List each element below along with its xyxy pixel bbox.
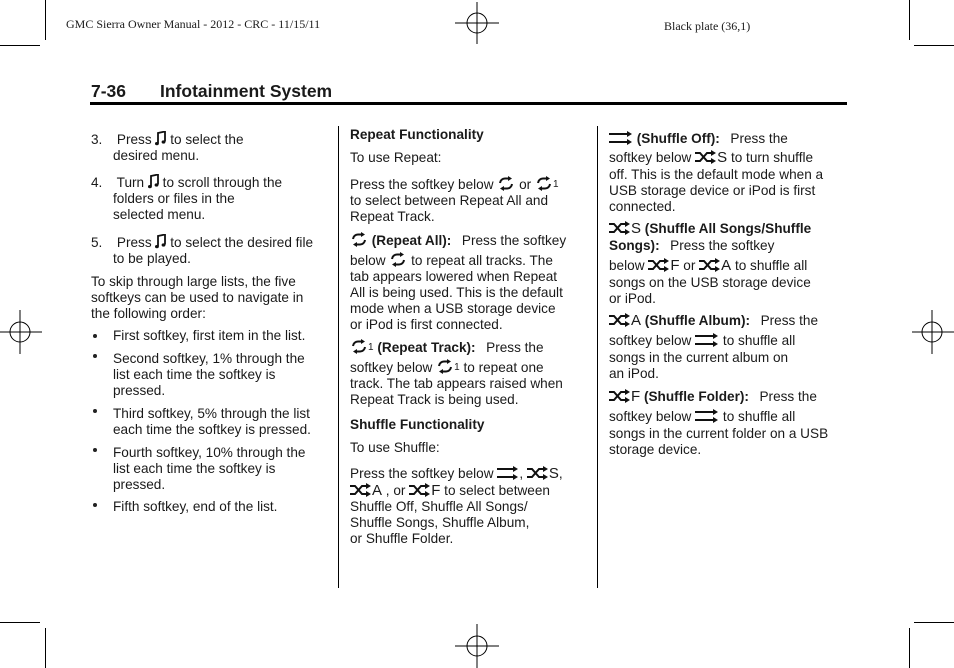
paragraph-text: USB storage device or iPod is first xyxy=(609,183,816,198)
shuffle-album-softkey-icon xyxy=(695,333,719,347)
repeat-heading: Repeat Functionality xyxy=(350,127,484,142)
repeat-track-icon xyxy=(350,339,368,354)
paragraph-text: All is being used. This is the default xyxy=(350,285,563,300)
step-5: 5. Press to select the desired file xyxy=(91,235,314,250)
shuffle-icon xyxy=(648,258,670,272)
registration-mark-bottom xyxy=(455,624,499,668)
bullet-text: Third softkey, 5% through the list xyxy=(113,406,310,421)
crop-mark xyxy=(909,628,910,668)
bullet-text: First softkey, first item in the list. xyxy=(113,328,306,343)
crop-mark xyxy=(0,622,40,623)
step-4: 4. Turn to scroll through the xyxy=(91,175,283,190)
shuffle-album-text: softkey below to shuffle all xyxy=(609,333,796,348)
paragraph-text: softkeys can be used to navigate in xyxy=(91,290,304,305)
paragraph-text: or iPod. xyxy=(609,291,656,306)
paragraph-text: To use Shuffle: xyxy=(350,440,440,455)
paragraph-text: Repeat Track. xyxy=(350,209,435,224)
step-4-text: folders or files in the xyxy=(113,191,235,206)
paragraph-text: To skip through large lists, the five xyxy=(91,274,296,289)
shuffle-folder-softkey-icon xyxy=(695,409,719,423)
title-rule xyxy=(90,102,847,105)
shuffle-album-definition: A (Shuffle Album): Press the xyxy=(609,313,818,329)
crop-mark xyxy=(0,45,40,46)
shuffle-icon xyxy=(350,483,372,497)
shuffle-folder-definition: F (Shuffle Folder): Press the xyxy=(609,389,817,405)
bullet-text: pressed. xyxy=(113,383,166,398)
paragraph-text: or Shuffle Folder. xyxy=(350,531,454,546)
paragraph-text: storage device. xyxy=(609,442,702,457)
bullet-dot xyxy=(93,503,97,507)
paragraph-text: or iPod is first connected. xyxy=(350,317,503,332)
shuffle-all-text: below F or A to shuffle all xyxy=(609,257,808,274)
bullet-text: list each time the softkey is xyxy=(113,367,276,382)
bullet-text: list each time the softkey is xyxy=(113,461,276,476)
repeat-all-icon xyxy=(350,232,368,247)
bullet-dot xyxy=(93,448,97,452)
shuffle-icon xyxy=(609,389,631,403)
paragraph-text: Shuffle Off, Shuffle All Songs/ xyxy=(350,499,528,514)
shuffle-icon xyxy=(699,258,721,272)
crop-mark xyxy=(909,0,910,40)
shuffle-off-definition: (Shuffle Off): Press the xyxy=(609,131,788,147)
shuffle-off-icon xyxy=(497,466,519,480)
paragraph-text: to select between Repeat All and xyxy=(350,193,548,208)
shuffle-all-definition: S (Shuffle All Songs/Shuffle xyxy=(609,221,811,237)
repeat-track-icon xyxy=(535,176,553,191)
bullet-dot xyxy=(93,354,97,358)
crop-mark xyxy=(45,0,46,40)
bullet-dot xyxy=(93,334,97,338)
crop-mark xyxy=(914,45,954,46)
paragraph-text: mode when a USB storage device xyxy=(350,301,556,316)
step-5-text: to be played. xyxy=(113,251,191,266)
paragraph-text: songs on the USB storage device xyxy=(609,275,811,290)
music-note-icon xyxy=(155,234,166,249)
repeat-all-text: below to repeat all tracks. The xyxy=(350,253,553,268)
bullet-text: each time the softkey is pressed. xyxy=(113,422,311,437)
registration-mark-top xyxy=(455,2,499,44)
repeat-track-definition: $^1$ (Repeat Track): Press the xyxy=(350,339,544,356)
bullet-dot xyxy=(93,409,97,413)
column-divider xyxy=(338,126,339,588)
shuffle-folder-text: softkey below to shuffle all xyxy=(609,409,796,424)
bullet-text: Fourth softkey, 10% through the xyxy=(113,445,306,460)
repeat-all-definition: (Repeat All): Press the softkey xyxy=(350,232,566,249)
shuffle-instruction: Press the softkey below , S, xyxy=(350,465,563,482)
section-title: Infotainment System xyxy=(160,81,333,101)
paragraph-text: Shuffle Songs, Shuffle Album, xyxy=(350,515,530,530)
crop-mark xyxy=(914,622,954,623)
repeat-all-icon xyxy=(497,176,515,191)
shuffle-off-text: softkey below S to turn shuffle xyxy=(609,149,814,166)
shuffle-icon xyxy=(409,483,431,497)
paragraph-text: track. The tab appears raised when xyxy=(350,376,563,391)
paragraph-text: connected. xyxy=(609,199,676,214)
paragraph-text: songs in the current folder on a USB xyxy=(609,426,829,441)
repeat-all-icon xyxy=(389,252,407,267)
paragraph-text: songs in the current album on xyxy=(609,350,789,365)
step-3-text: desired menu. xyxy=(113,148,200,163)
repeat-instruction: Press the softkey below or $^1$ xyxy=(350,177,559,192)
header-manual-info: GMC Sierra Owner Manual - 2012 - CRC - 11/15/11 xyxy=(66,17,321,31)
paragraph-text: an iPod. xyxy=(609,366,659,381)
step-4-text: selected menu. xyxy=(113,207,206,222)
section-number: 7-36 xyxy=(91,81,127,101)
repeat-track-text: softkey below $^1$ to repeat one xyxy=(350,360,544,375)
paragraph-text: tab appears lowered when Repeat xyxy=(350,269,558,284)
shuffle-icon xyxy=(609,313,631,327)
crop-mark xyxy=(45,628,46,668)
column-divider xyxy=(597,126,598,588)
header-plate-info: Black plate (36,1) xyxy=(664,19,751,33)
bullet-text: Fifth softkey, end of the list. xyxy=(113,499,278,514)
paragraph-text: off. This is the default mode when a xyxy=(609,167,824,182)
registration-mark-left xyxy=(0,310,42,354)
shuffle-icon xyxy=(527,466,549,480)
shuffle-all-definition-line2: Songs): Press the softkey xyxy=(609,238,775,253)
paragraph-text: To use Repeat: xyxy=(350,150,442,165)
music-note-icon xyxy=(148,174,159,189)
step-3: 3. Press to select the xyxy=(91,132,244,147)
shuffle-off-icon xyxy=(609,131,633,145)
shuffle-icon xyxy=(609,221,631,235)
shuffle-instruction-line2: A , or F to select between xyxy=(350,483,550,499)
paragraph-text: Repeat Track is being used. xyxy=(350,392,519,407)
repeat-track-icon xyxy=(436,359,454,374)
bullet-text: pressed. xyxy=(113,477,166,492)
shuffle-icon xyxy=(695,150,717,164)
bullet-text: Second softkey, 1% through the xyxy=(113,351,305,366)
paragraph-text: the following order: xyxy=(91,306,206,321)
registration-mark-right xyxy=(912,310,954,354)
shuffle-heading: Shuffle Functionality xyxy=(350,417,485,432)
music-note-icon xyxy=(155,131,166,146)
